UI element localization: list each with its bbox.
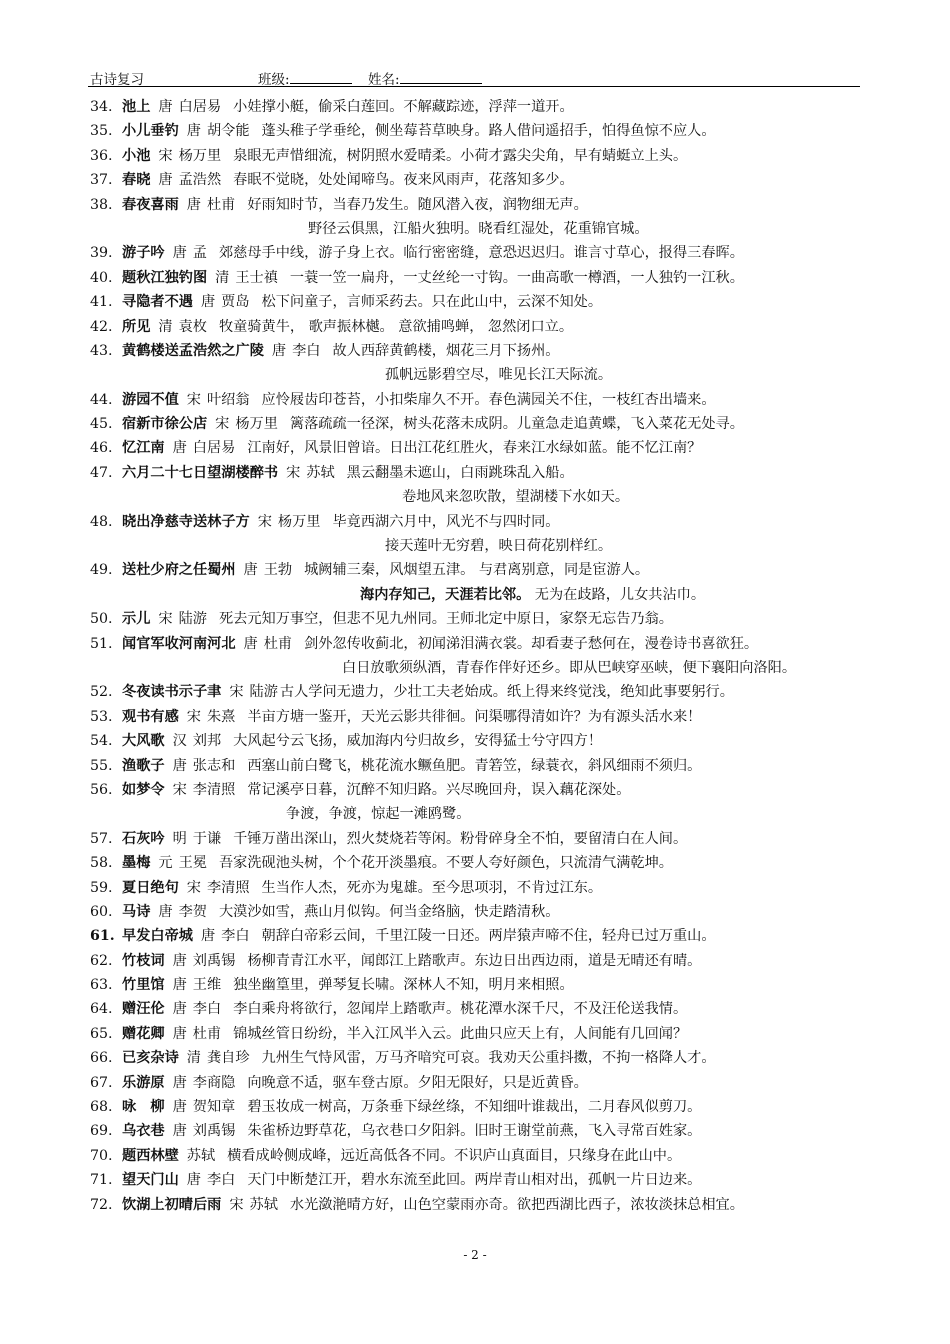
poem-continuation-line: [90, 485, 870, 509]
poem-text: 城阙辅三秦，风烟望五津。 与君离别意，同是宦游人。: [304, 562, 650, 579]
poem-continuation-line: [90, 217, 870, 241]
poem-author: 杜甫: [263, 635, 293, 652]
poem-text: 春眠不觉晓，处处闻啼鸟。夜来风雨声，花落知多少。: [233, 172, 574, 189]
poem-dynasty: 唐: [172, 245, 187, 262]
poem-entry: [90, 827, 870, 851]
poem-dynasty: 唐: [243, 562, 258, 579]
poem-author: 刘禹锡: [192, 1123, 236, 1140]
poem-entry: [90, 436, 870, 460]
poem-number: 72.: [90, 1196, 113, 1213]
poem-number: 51.: [90, 635, 113, 652]
poem-number: 45.: [90, 416, 113, 433]
poem-entry: [90, 949, 870, 973]
poem-continuation-line: [90, 363, 870, 387]
poem-text: 大漠沙如雪，燕山月似钩。何当金络脑，快走踏清秋。: [218, 903, 560, 920]
poem-author: 杨万里: [277, 513, 321, 530]
poem-number: 47.: [90, 464, 113, 481]
poem-entry: [90, 924, 870, 948]
poem-title: 竹里馆: [122, 977, 165, 994]
poem-entry: [90, 1095, 870, 1119]
poem-entry: [90, 876, 870, 900]
class-blank: [290, 70, 352, 84]
poem-text: 杨柳青青江水平，闻郎江上踏歌声。东边日出西边雨，道是无晴还有晴。: [247, 952, 702, 969]
poem-dynasty: 宋: [186, 879, 201, 896]
poem-dynasty: 唐: [200, 928, 216, 945]
poem-text: 江南好，风景旧曾谙。日出江花红胜火，春来江水绿如蓝。能不忆江南？: [247, 440, 702, 457]
poem-dynasty: 唐: [172, 1001, 187, 1018]
poem-number: 57.: [90, 830, 113, 847]
poem-entry: [90, 241, 870, 265]
poem-author: 于谦: [192, 830, 222, 847]
poem-dynasty: 宋: [286, 464, 301, 481]
poem-title: 春晓: [122, 172, 151, 189]
poem-title: 寻隐者不遇: [122, 294, 193, 311]
poem-dynasty: 唐: [186, 1172, 201, 1189]
poem-text: 天门中断楚江开，碧水东流至此回。两岸青山相对出，孤帆一片日边来。: [247, 1172, 702, 1189]
poem-text: 松下问童子，言师采药去。只在此山中，云深不知处。: [261, 294, 603, 311]
poem-text: 接天莲叶无穷碧，映日荷花别样红。: [385, 538, 613, 555]
poem-title: 墨梅: [122, 855, 151, 872]
poem-number: 41.: [90, 294, 113, 311]
poem-author: 贺知章: [192, 1099, 236, 1116]
poem-author: 杜甫: [206, 196, 236, 213]
poem-author: 王维: [192, 977, 222, 994]
poem-title: 早发白帝城: [122, 928, 193, 945]
poem-text: 朝辞白帝彩云间，千里江陵一日还。两岸猿声啼不住，轻舟已过万重山。: [261, 928, 716, 945]
poem-author: 朱熹: [206, 708, 236, 725]
poem-title: 冬夜读书示子聿: [122, 684, 222, 701]
poem-number: 34.: [90, 99, 113, 115]
poem-title: 六月二十七日望湖楼醉书: [122, 464, 279, 481]
poem-number: 56.: [90, 781, 113, 798]
poem-author: 杨万里: [178, 147, 222, 164]
poem-number: 62.: [90, 952, 113, 969]
poem-author: 李白: [206, 1172, 236, 1189]
poem-title: 如梦令: [122, 781, 165, 798]
poem-title: 池上: [122, 99, 151, 115]
poem-author: 孟浩然: [178, 172, 222, 189]
poem-entry: [90, 315, 870, 339]
poem-author: 胡令能: [206, 123, 250, 140]
poem-text: 常记溪亭日暮，沉醉不知归路。兴尽晚回舟，误入藕花深处。: [247, 781, 631, 798]
poem-text: 争渡，争渡，惊起一滩鸥鹭。: [286, 806, 471, 823]
poem-author: 刘邦: [192, 733, 222, 750]
poem-text: 蓬头稚子学垂纶，侧坐莓苔草映身。路人借问遥招手，怕得鱼惊不应人。: [261, 123, 716, 140]
poem-highlighted-text: 海内存知己，天涯若比邻。: [360, 586, 531, 603]
poem-title: 游园不值: [122, 391, 179, 408]
poem-author: 苏轼: [186, 1147, 216, 1164]
poem-dynasty: 汉: [172, 733, 187, 750]
poem-author: 贾岛: [221, 294, 250, 311]
poem-text: 吾家洗砚池头树，个个花开淡墨痕。不要人夸好颜色，只流清气满乾坤。: [218, 855, 673, 872]
name-blank: [400, 70, 482, 84]
poem-title: 题西林壁: [122, 1147, 179, 1164]
poem-title: 大风歌: [122, 733, 165, 750]
poem-continuation-line: [90, 534, 870, 558]
poem-continuation-line: [90, 802, 870, 826]
poem-number: 40.: [90, 269, 113, 286]
poem-number: 42.: [90, 318, 113, 335]
poem-number: 69.: [90, 1123, 113, 1140]
poem-number: 37.: [90, 172, 113, 189]
poem-entry: [90, 510, 870, 534]
class-field: [258, 68, 290, 88]
poem-number: 54.: [90, 733, 113, 750]
poem-title: 题秋江独钓图: [122, 269, 208, 286]
poem-text: 碧玉妆成一树高，万条垂下绿丝绦，不知细叶谁裁出，二月春风似剪刀。: [247, 1099, 702, 1116]
poem-dynasty: 唐: [158, 903, 173, 920]
poem-entry: [90, 973, 870, 997]
poem-text: 毕竟西湖六月中，风光不与四时同。: [332, 513, 560, 530]
poem-text: 好雨知时节，当春乃发生。随风潜入夜，润物细无声。: [247, 196, 588, 213]
poem-author: 李白: [221, 928, 250, 945]
poem-dynasty: 唐: [172, 440, 187, 457]
poem-entry: [90, 997, 870, 1021]
poem-author: 孟: [192, 245, 207, 262]
poem-number: 48.: [90, 513, 113, 530]
poem-text: 泉眼无声惜细流，树阴照水爱晴柔。小荷才露尖尖角，早有蜻蜓立上头。: [233, 147, 688, 164]
poem-dynasty: 唐: [172, 1099, 187, 1116]
poem-list: [90, 95, 870, 1217]
poem-title: 游子吟: [122, 245, 165, 262]
poem-title: 咏 柳: [122, 1099, 165, 1116]
poem-text: 死去元知万事空，但悲不见九州同。王师北定中原日，家祭无忘告乃翁。: [218, 611, 673, 628]
poem-number: 53.: [90, 708, 113, 725]
poem-text: 九州生气恃风雷，万马齐喑究可哀。我劝天公重抖擞，不拘一格降人才。: [261, 1050, 716, 1067]
poem-entry: [90, 778, 870, 802]
poem-author: 王勃: [263, 562, 293, 579]
poem-number: 60.: [90, 903, 113, 920]
poem-entry: [90, 1119, 870, 1143]
poem-text: 半亩方塘一鉴开，天光云影共徘徊。问渠哪得清如许？为有源头活水来！: [247, 708, 702, 725]
poem-number: 50.: [90, 611, 113, 628]
poem-entry: [90, 95, 870, 119]
poem-text: 牧童骑黄牛， 歌声振林樾。 意欲捕鸣蝉， 忽然闭口立。: [218, 318, 574, 335]
poem-author: 陆游: [178, 611, 207, 628]
poem-entry: [90, 1022, 870, 1046]
poem-title: 赠花卿: [122, 1025, 165, 1042]
poem-title: 示儿: [122, 611, 151, 628]
poem-dynasty: 唐: [172, 952, 187, 969]
poem-dynasty: 唐: [158, 99, 173, 115]
poem-dynasty: 唐: [172, 977, 187, 994]
poem-text: 应怜屐齿印苍苔，小扣柴扉久不开。春色满园关不住，一枝红杏出墙来。: [261, 391, 716, 408]
poem-author: 王士禛: [235, 269, 278, 286]
poem-text: 横看成岭侧成峰，远近高低各不同。不识庐山真面目，只缘身在此山中。: [227, 1147, 682, 1164]
poem-text: 一蓑一笠一扁舟，一丈丝纶一寸钩。一曲高歌一樽酒，一人独钓一江秋。: [289, 269, 744, 286]
poem-author: 李清照: [206, 879, 250, 896]
poem-author: 苏轼: [249, 1196, 278, 1213]
poem-entry: [90, 266, 870, 290]
poem-dynasty: 清: [215, 269, 230, 286]
poem-title: 黄鹤楼送孟浩然之广陵: [122, 342, 264, 359]
poem-text: 朱雀桥边野草花，乌衣巷口夕阳斜。旧时王谢堂前燕，飞入寻常百姓家。: [247, 1123, 702, 1140]
poem-text: 西塞山前白鹭飞，桃花流水鳜鱼肥。青箬笠，绿蓑衣，斜风细雨不须归。: [247, 757, 702, 774]
poem-author: 陆游: [249, 684, 278, 701]
poem-dynasty: 唐: [158, 172, 173, 189]
poem-number: 68.: [90, 1099, 113, 1116]
poem-author: 杜甫: [192, 1025, 222, 1042]
poem-title: 闻官军收河南河北: [122, 635, 236, 652]
poem-title: 已亥杂诗: [122, 1050, 179, 1067]
poem-entry: [90, 168, 870, 192]
name-field: [368, 68, 400, 88]
poem-entry: [90, 632, 870, 656]
poem-number: 66.: [90, 1050, 113, 1067]
poem-number: 63.: [90, 977, 113, 994]
poem-text: 黑云翻墨未遮山，白雨跳珠乱入船。: [346, 464, 574, 481]
header-title: 古诗复习: [90, 72, 144, 88]
poem-entry: [90, 851, 870, 875]
poem-number: 61.: [90, 928, 115, 945]
poem-text: 野径云俱黑，江船火独明。晓看红湿处，花重锦官城。: [308, 220, 649, 237]
poem-author: 李清照: [192, 781, 236, 798]
page-number: - 2 -: [463, 1248, 487, 1262]
poem-number: 55.: [90, 757, 113, 774]
poem-text: 卷地风来忽吹散，望湖楼下水如天。: [402, 489, 630, 506]
poem-entry: [90, 388, 870, 412]
poem-author: 白居易: [178, 99, 222, 115]
poem-dynasty: 宋: [229, 684, 244, 701]
poem-title: 夏日绝句: [122, 879, 179, 896]
poem-title: 竹枝词: [122, 952, 165, 969]
poem-number: 65.: [90, 1025, 113, 1042]
poem-author: 苏轼: [306, 464, 335, 481]
name-label: 姓名:: [368, 72, 400, 88]
poem-text: 郊慈母手中线，游子身上衣。临行密密缝，意恐迟迟归。谁言寸草心，报得三春晖。: [218, 245, 744, 262]
class-label: 班级:: [258, 72, 290, 88]
poem-number: 44.: [90, 391, 113, 408]
poem-entry: [90, 290, 870, 314]
poem-title: 宿新市徐公店: [122, 416, 208, 433]
poem-title: 渔歌子: [122, 757, 165, 774]
poem-continuation-line: [90, 656, 870, 680]
poem-entry: [90, 729, 870, 753]
poem-dynasty: 宋: [186, 708, 201, 725]
poem-entry: [90, 705, 870, 729]
poem-number: 71.: [90, 1172, 113, 1189]
poem-dynasty: 明: [172, 830, 187, 847]
poem-author: 李贺: [178, 903, 207, 920]
poem-entry: [90, 461, 870, 485]
poem-dynasty: 宋: [215, 416, 230, 433]
poem-title: 望天门山: [122, 1172, 179, 1189]
poem-text: 生当作人杰，死亦为鬼雄。至今思项羽，不肯过江东。: [261, 879, 603, 896]
poem-dynasty: 清: [158, 318, 173, 335]
poem-title: 小池: [122, 147, 151, 164]
page-header: [88, 66, 860, 87]
poem-author: 李商隐: [192, 1074, 236, 1091]
poem-text: 大风起兮云飞扬，威加海内兮归故乡，安得猛士兮守四方！: [233, 733, 603, 750]
poem-dynasty: 唐: [186, 123, 201, 140]
poem-dynasty: 唐: [172, 1025, 187, 1042]
poem-title: 忆江南: [122, 440, 165, 457]
poem-continuation-line: [90, 583, 870, 607]
poem-title: 送杜少府之任蜀州: [122, 562, 236, 579]
poem-author: 张志和: [192, 757, 236, 774]
poem-entry: [90, 412, 870, 436]
poem-title: 乌衣巷: [122, 1123, 165, 1140]
poem-text: 千锤万凿出深山，烈火焚烧若等闲。粉骨碎身全不怕，要留清白在人间。: [233, 830, 688, 847]
poem-text: 白日放歌须纵酒，青春作伴好还乡。即从巴峡穿巫峡，便下襄阳向洛阳。: [342, 659, 797, 676]
poem-number: 36.: [90, 147, 113, 164]
poem-title: 观书有感: [122, 708, 179, 725]
poem-number: 70.: [90, 1147, 113, 1164]
poem-dynasty: 唐: [243, 635, 258, 652]
poem-author: 刘禹锡: [192, 952, 236, 969]
poem-number: 46.: [90, 440, 113, 457]
poem-text: 李白乘舟将欲行，忽闻岸上踏歌声。桃花潭水深千尺，不及汪伦送我情。: [233, 1001, 688, 1018]
poem-author: 李白: [192, 1001, 222, 1018]
poem-title: 马诗: [122, 903, 151, 920]
poem-dynasty: 宋: [158, 147, 173, 164]
poem-author: 王冕: [178, 855, 207, 872]
poem-title: 乐游原: [122, 1074, 165, 1091]
poem-dynasty: 清: [186, 1050, 201, 1067]
poem-dynasty: 唐: [200, 294, 216, 311]
poem-title: 赠汪伦: [122, 1001, 165, 1018]
poem-author: 龚自珍: [206, 1050, 250, 1067]
poem-dynasty: 元: [158, 855, 173, 872]
poem-title: 小儿垂钓: [122, 123, 179, 140]
poem-number: 52.: [90, 684, 113, 701]
poem-text: 水光潋滟晴方好，山色空蒙雨亦奇。欲把西湖比西子，浓妆淡抹总相宜。: [289, 1196, 744, 1213]
poem-author: 叶绍翁: [206, 391, 250, 408]
poem-title: 石灰吟: [122, 830, 165, 847]
poem-title: 饮湖上初晴后雨: [122, 1196, 222, 1213]
poem-author: 白居易: [192, 440, 236, 457]
poem-text: 锦城丝管日纷纷，半入江风半入云。此曲只应天上有，人间能有几回闻？: [233, 1025, 688, 1042]
poem-dynasty: 宋: [158, 611, 173, 628]
poem-author: 李白: [292, 342, 321, 359]
poem-text: 向晚意不适，驱车登古原。夕阳无限好，只是近黄昏。: [247, 1074, 588, 1091]
poem-entry: [90, 558, 870, 582]
poem-dynasty: 唐: [172, 757, 187, 774]
poem-title: 春夜喜雨: [122, 196, 179, 213]
poem-entry: [90, 119, 870, 143]
poem-number: 43.: [90, 342, 113, 359]
poem-number: 39.: [90, 245, 113, 262]
poem-entry: [90, 754, 870, 778]
poem-text: 故人西辞黄鹤楼，烟花三月下扬州。: [332, 342, 560, 359]
poem-entry: [90, 144, 870, 168]
poem-text: 古人学问无遗力，少壮工夫老始成。纸上得来终觉浅，绝知此事要躬行。: [279, 684, 734, 701]
poem-entry: [90, 900, 870, 924]
poem-number: 64.: [90, 1001, 113, 1018]
poem-number: 58.: [90, 855, 113, 872]
poem-title: 晓出净慈寺送林子方: [122, 513, 250, 530]
poem-text: 剑外忽传收蓟北，初闻涕泪满衣裳。却看妻子愁何在，漫卷诗书喜欲狂。: [304, 635, 759, 652]
poem-number: 38.: [90, 196, 113, 213]
poem-number: 59.: [90, 879, 113, 896]
poem-dynasty: 宋: [257, 513, 272, 530]
poem-dynasty: 唐: [271, 342, 287, 359]
poem-dynasty: 唐: [172, 1123, 187, 1140]
poem-number: 67.: [90, 1074, 113, 1091]
poem-text: 小娃撑小艇，偷采白莲回。不解藏踪迹，浮萍一道开。: [233, 99, 574, 115]
poem-entry: [90, 680, 870, 704]
poem-dynasty: 宋: [172, 781, 187, 798]
poem-text: 篱落疏疏一径深，树头花落未成阴。儿童急走追黄蝶，飞入菜花无处寻。: [289, 416, 744, 433]
poem-dynasty: 宋: [186, 391, 201, 408]
poem-entry: [90, 1193, 870, 1217]
poem-text: 独坐幽篁里，弹琴复长啸。深林人不知，明月来相照。: [233, 977, 574, 994]
poem-dynasty: 唐: [172, 1074, 187, 1091]
poem-number: 49.: [90, 562, 113, 579]
poem-entry: [90, 1071, 870, 1095]
poem-dynasty: 唐: [186, 196, 201, 213]
poem-entry: [90, 1168, 870, 1192]
poem-author: 杨万里: [235, 416, 278, 433]
poem-entry: [90, 1144, 870, 1168]
poem-entry: [90, 193, 870, 217]
poem-number: 35.: [90, 123, 113, 140]
poem-text: 孤帆远影碧空尽，唯见长江天际流。: [385, 367, 613, 384]
poem-dynasty: 宋: [229, 1196, 244, 1213]
poem-entry: [90, 1046, 870, 1070]
poem-author: 袁枚: [178, 318, 207, 335]
poem-title: 所见: [122, 318, 151, 335]
poem-text: 无为在歧路，儿女共沾巾。: [530, 586, 706, 603]
poem-entry: [90, 607, 870, 631]
poem-entry: [90, 339, 870, 363]
